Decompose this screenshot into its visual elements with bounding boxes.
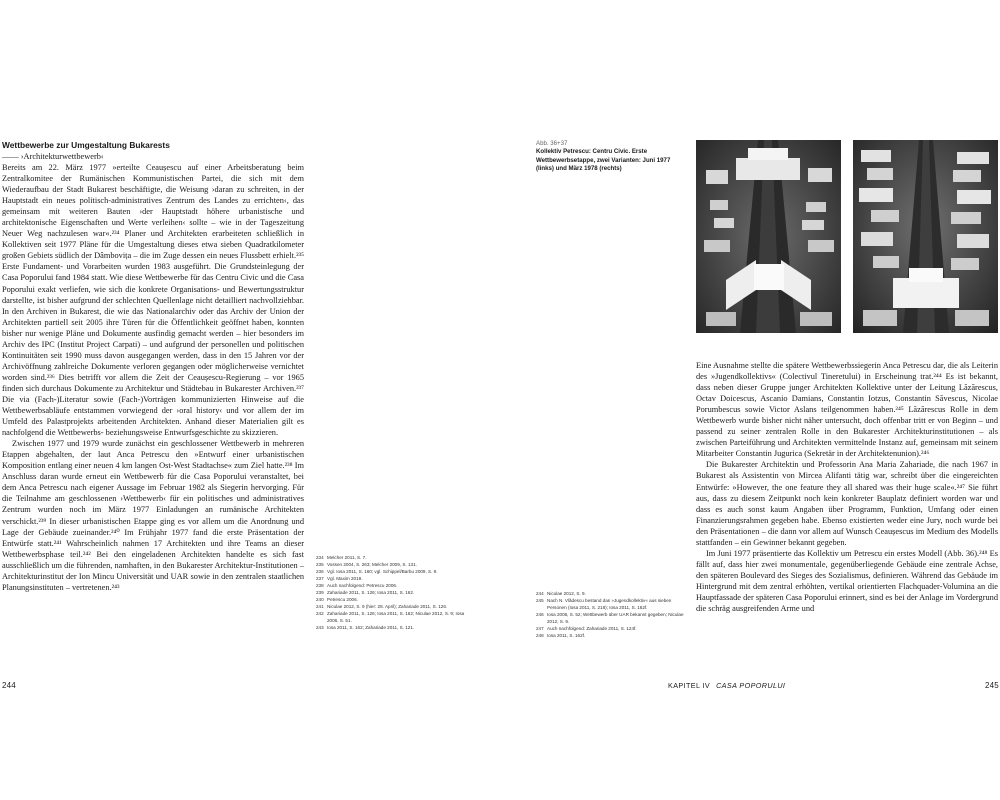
page-number-right: 245 — [985, 681, 999, 690]
footnote: 238 Auch nachfolgend: Petrescu 2006. — [316, 583, 398, 588]
footnote: 248 Iosa 2011, S. 162f. — [536, 633, 586, 638]
footnote: 243 Iosa 2011, S. 162; Zahariade 2011, S. 121. — [316, 625, 415, 630]
footnote: 239 Zahariade 2011, S. 126; Iosa 2011, S. 162. — [316, 590, 415, 595]
footnote: 240 Petrescu 2006. — [316, 597, 358, 602]
paragraph: Eine Ausnahme stellte die spätere Wettbewerbssiegerin Anca Petrescu dar, die als Leiterin des »Jugendkollektivs« (Colectivul Tineretului) in Erscheinung trat.²⁴⁴ Es ist bekannt, dass neben dieser Gruppe junger Architekten Kollektive unter der Leitung Lăzărescus, Octav Doicescus, Ascanio Damians, Constantin Iotzus, Constantin Săvescus, Nicolae Porumbescus sowie Victor Aslans teilgenommen haben.²⁴⁵ Lăzărescus Rolle in dem Wettbewerb wurde bisher nicht näher untersucht, doch offenbar tritt er von Beginn – und passend zu seiner zentralen Rolle in den Bukarester Architekturinstitutionen – als zwischen Parteiführung und Architekten vermittelnde Instanz auf, gemeinsam mit seinem Mitarbeiter Constantin Jugurica (Sekretär in der Architektenunion).²⁴⁶ — [696, 361, 998, 459]
left-body-text — [2, 162, 304, 593]
section-subtitle: —— ›Architekturwettbewerb‹ — [2, 152, 104, 161]
footnote: 235 Vossen 2004, S. 263; Melcher 2009, S. 131. — [316, 562, 417, 567]
footnotes-left — [316, 554, 476, 631]
figure-ref: Abb. 36+37 — [536, 140, 568, 147]
footnotes-right — [536, 590, 686, 639]
model-photo-march-1978 — [853, 140, 998, 333]
footnote: 241 Niculae 2012, S. 9 (hier: 28. April); Zahariade 2011, S. 126. — [316, 604, 448, 609]
running-head — [668, 681, 785, 690]
running-head-chapter: KAPITEL IV — [668, 681, 711, 690]
footnote: 244 Niculae 2012, S. 9. — [536, 591, 586, 596]
paragraph: Die Bukarester Architektin und Professorin Ana Maria Zahariade, die nach 1967 in Bukarest als Assistentin von Mircea Alifanti tätig war, schreibt über die eingereichten Entwürfe: »However, the one feature they all shared was their huge scale«.²⁴⁷ Sie führt aus, dass zu diesem Zeitpunkt noch kein konkreter Bauplatz definiert worden war und dass es auch sonst kaum Angaben über Programm, Funktion, Umfang oder einen Finanzierungsrahmen gegeben habe. Ebenso existierten weder eine Jury, noch wurde bei den Präsentationen – die dann vor allem auf Wunsch Ceaușescus im Medium des Modells stattfanden – ein Gewinner bekannt gegeben. — [696, 460, 998, 547]
figure-title: Kollektiv Petrescu: Centru Civic. Erste Wettbewerbsetappe, zwei Varianten: Juni 1977 (links) und März 1978 (rechts) — [536, 148, 671, 173]
figure-caption — [536, 140, 686, 174]
footnote: 247 Auch nachfolgend: Zahariade 2011, S. 124f. — [536, 626, 637, 631]
paragraph: Im Juni 1977 präsentierte das Kollektiv um Petrescu ein erstes Modell (Abb. 36).²⁴⁸ Es fällt auf, dass hier zwei monumentale, gegenüberliegende Gebäude eine zentrale Achse, den späteren Boulevard des Sieges des Sozialismus, definieren. Während das Gebäude im Hintergrund mit dem zentral erhöhten, vertikal orientierten Flachquader-Volumina an die Hauptfassade der späteren Casa Poporului erinnert, sind es bei der Anlage im Vordergrund die schräg ausgreifenden Arme und — [696, 548, 998, 614]
footnote: 236 Vgl. Iosa 2011, S. 160; vgl. Schippel/Barbu 2009, S. 9. — [316, 569, 438, 574]
right-body-text — [696, 360, 998, 614]
paragraph: Zwischen 1977 und 1979 wurde zunächst ein geschlossener Wettbewerb in mehreren Etappen abgehalten, der laut Anca Petrescu den »Entwurf einer urbanistischen Komposition entlang einer neuen 4 km langen Ost-West Stadtachse« zum Ziel hatte.²³⁸ Im Anschluss daran wurde erneut ein Wettbewerb für die Casa Poporului veranstaltet, bei dem Anca Petrescu nach eigener Aussage im Februar 1982 als Siegerin hervorging. Für die Teilnahme am geschlossenen ›Wettbewerb‹ für ein politisches und administratives Zentrum wurden noch im März 1977 Einladungen an rumänische Architekten verschickt.²³⁹ In dieser urbanistischen Etappe ging es vor allem um die Anordnung und Lage der Gebäude zueinander.²⁴⁰ Im Frühjahr 1977 fand die erste Präsentation der Entwürfe statt.²⁴¹ Wahrscheinlich nahmen 17 Architekten und ihre Teams an dieser Wettbewerbsphase teil.²⁴² Bei den eingeladenen Architekten handelte es sich fast ausschließlich um die führenden, namhaften, in den Bukarester Architektur-Institutionen – Architekturinstitut der Ion Mincu Universität und UAR sowie in den zentralen staatlichen Planungsinstituten – vertretenen.²⁴³ — [2, 439, 304, 592]
model-photo-june-1977 — [696, 140, 841, 333]
footnote: 234 Melcher 2011, S. 7. — [316, 555, 367, 560]
paragraph: Bereits am 22. März 1977 »erteilte Ceaușescu auf einer Arbeitsberatung beim Zentralkomitee der Rumänischen Kommunistischen Partei, die sich mit dem Wiederaufbau der Stadt Bukarest beschäftigte, die Weisung ›daran zu schreiten, in der Hauptstadt ein neues politisch-administratives Zentrum des Landes zu errichten‹, das gemeinsam mit weiteren Bauten ›der Hauptstadt höhere urbanistische und architektonische Eigenschaften und Werte verleihen‹ sollte – wie in der Tageszeitung Neuer Weg nachzulesen war«.²³⁴ Planer und Architekten erarbeiteten schließlich in Kollektiven seit 1977 Pläne für die Umgestaltung dieses etwa sieben Quadratkilometer großen Gebiets südlich der Dâmbovița – die im Zuge dessen ein neues Flussbett erhielt.²³⁵ Erste Fundament- und Vorarbeiten wurden 1983 ausgeführt. Die Grundsteinlegung der Casa Poporului fand 1984 statt. Wie diese Wettbewerbe für das Centru Civic und die Casa Poporului exakt verliefen, wie sich die konkrete Organisations- und Bewertungsstruktur darstellte, ist bisher aufgrund der schlechten Quellenlage nicht detailliert nachvollziehbar. In den Archiven in Bukarest, die wie das Nationalarchiv oder das Archiv der Union der Architekten partiell seit 2005 ihre Türen für die Öffentlichkeit geöffnet haben, konnten bisher nur wenige Pläne und Dokumente ausfindig gemacht werden – hier besonders im Archiv des IPC (Institut Project Carpati) – und aufgrund der personellen und politischen Kontinuitäten seit 1990 muss davon ausgegangen werden, dass in den 15 Jahren vor der Archivöffnung zahlreiche Dokumente verloren gegangen oder möglicherweise vernichtet worden sind.²³⁶ Dies betrifft vor allem die Zeit der Ceaușescu-Regierung – vor 1965 finden sich durchaus Dokumente zu Architektur und Städtebau in Bukarester Archiven.²³⁷ Die via (Fach-)Literatur sowie (Fach-)Vorträgen kommunizierten Hinweise auf die Wettbewerbsabläufe entstammen vorwiegend der ›oral history‹ und vor allem der im Umfeld des Palastprojekts arbeitenden Architekten. Anhand dieser Materialien gilt es nachfolgend die Wettbewerbs- beziehungsweise Entwurfsgeschichte zu skizzieren. — [2, 163, 304, 438]
running-head-title: CASA POPORULUI — [716, 681, 786, 690]
footnote: 246 Iosa 2006, S. 52; Wettbewerb über UAR bekannt gegeben; Niculae 2012, S. 9. — [536, 612, 684, 624]
footnote: 245 Nach N. Vlădescu bestand das »Jugendkollektiv« aus sieben Personen (Iosa 2011, S. 218); Iosa 2011, S. 162f. — [536, 598, 672, 610]
footnote: 237 Vgl. Maxim 2019. — [316, 576, 363, 581]
page-number-left: 244 — [2, 681, 16, 690]
section-title: Wettbewerbe zur Umgestaltung Bukarests — [2, 140, 170, 150]
footnote: 242 Zahariade 2011, S. 126; Iosa 2011, S. 162; Niculae 2012, S. 9; Iosa 2006, S. 51. — [316, 611, 465, 623]
